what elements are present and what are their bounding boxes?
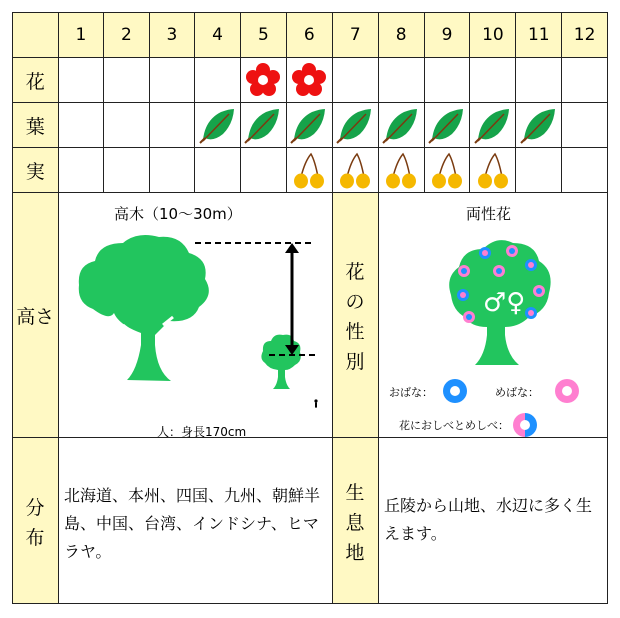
flower-month-8: [378, 58, 424, 103]
tall-tree-icon: [79, 235, 209, 381]
distribution-text: 北海道、本州、四国、九州、朝鮮半島、中国、台湾、インドシナ、ヒマラヤ。: [64, 486, 321, 561]
fruit-icon: [429, 151, 465, 189]
leaf-month-3: [149, 103, 195, 148]
leaf-icon: [290, 106, 328, 144]
flower-month-1: [58, 58, 104, 103]
sex-label-char-4: 別: [345, 351, 365, 373]
sex-title: 両性花: [466, 205, 512, 223]
leaf-month-7: [332, 103, 378, 148]
height-title: 高木（10〜30m）: [114, 205, 242, 223]
month-1: 1: [58, 13, 104, 58]
flower-icon: [292, 63, 326, 97]
fruit-month-2: [104, 148, 150, 193]
fruit-icon: [337, 151, 373, 189]
month-5: 5: [241, 13, 287, 58]
leaf-month-2: [104, 103, 150, 148]
height-caption: 人：身長170cm: [157, 425, 247, 439]
flower-month-2: [104, 58, 150, 103]
leaf-month-5: [241, 103, 287, 148]
leaf-icon: [382, 106, 420, 144]
distribution-label-char-1: 分: [25, 497, 45, 519]
height-arrow-top: [285, 243, 299, 253]
corner-cell: [13, 13, 59, 58]
plant-info-sheet: [12, 12, 608, 606]
sex-label: [333, 257, 377, 377]
flower-month-7: [332, 58, 378, 103]
sex-label-char-1: 花: [345, 261, 365, 283]
month-9: 9: [424, 13, 470, 58]
fruit-row: [13, 148, 608, 193]
distribution-label-char-2: 布: [25, 527, 45, 549]
leaf-icon: [428, 106, 466, 144]
month-12: 12: [562, 13, 608, 58]
fruit-month-6: [286, 148, 332, 193]
male-flower-icon: [443, 379, 467, 403]
bisexual-tree-illustration: [379, 195, 608, 439]
fruit-month-11: [516, 148, 562, 193]
female-flower-icon: [555, 379, 579, 403]
leaf-month-9: [424, 103, 470, 148]
leaf-month-1: [58, 103, 104, 148]
leaf-month-8: [378, 103, 424, 148]
fruit-month-7: [332, 148, 378, 193]
month-6: 6: [286, 13, 332, 58]
small-tree-icon: [261, 335, 300, 389]
leaf-row-label: 葉: [13, 103, 59, 148]
flower-month-11: [516, 58, 562, 103]
month-8: 8: [378, 13, 424, 58]
flower-month-4: [195, 58, 241, 103]
fruit-month-1: [58, 148, 104, 193]
height-label: 高さ: [16, 305, 55, 328]
distribution-label: [13, 493, 57, 553]
leaf-month-12: [562, 103, 608, 148]
habitat-label-char-1: 生: [345, 482, 365, 504]
sex-label-char-3: 性: [345, 321, 365, 343]
male-flower-label: おばな：: [389, 386, 433, 399]
fruit-month-9: [424, 148, 470, 193]
month-3: 3: [149, 13, 195, 58]
human-scale-icon: [314, 399, 317, 407]
habitat-label-char-3: 地: [345, 542, 365, 564]
flower-month-5: [241, 58, 287, 103]
bisexual-flower-label: 花におしべとめしべ：: [399, 419, 509, 432]
height-panel: [59, 195, 334, 439]
habitat-label-char-2: 息: [345, 512, 365, 534]
fruit-icon: [383, 151, 419, 189]
leaf-icon: [244, 106, 282, 144]
bisexual-flower-icon: [513, 413, 537, 437]
leaf-icon: [336, 106, 374, 144]
month-7: 7: [332, 13, 378, 58]
fruit-month-8: [378, 148, 424, 193]
female-flower-label: めばな：: [495, 386, 539, 399]
leaf-month-10: [470, 103, 516, 148]
flower-row: [13, 58, 608, 103]
month-2: 2: [104, 13, 150, 58]
flower-month-6: [286, 58, 332, 103]
fruit-month-10: [470, 148, 516, 193]
leaf-icon: [474, 106, 512, 144]
flower-row-label: 花: [13, 58, 59, 103]
flower-month-9: [424, 58, 470, 103]
height-label-cell: [13, 193, 59, 438]
fruit-row-label: 実: [13, 148, 59, 193]
fruit-month-3: [149, 148, 195, 193]
flower-icon: [246, 63, 280, 97]
sex-label-char-2: の: [345, 291, 365, 313]
leaf-month-6: [286, 103, 332, 148]
fruit-month-4: [195, 148, 241, 193]
flower-month-12: [562, 58, 608, 103]
leaf-month-11: [516, 103, 562, 148]
leaf-icon: [199, 106, 237, 144]
tree-height-illustration: [59, 195, 334, 439]
sex-panel: [379, 195, 608, 439]
habitat-text: 丘陵から山地、水辺に多く生えます。: [384, 496, 593, 543]
fruit-month-5: [241, 148, 287, 193]
flower-month-10: [470, 58, 516, 103]
fruit-icon: [291, 151, 327, 189]
month-11: 11: [516, 13, 562, 58]
fruit-icon: [475, 151, 511, 189]
flower-month-3: [149, 58, 195, 103]
leaf-row: [13, 103, 608, 148]
sex-symbols: ♂♀: [483, 288, 526, 318]
habitat-label: [333, 478, 377, 568]
flowering-tree-icon: [449, 240, 550, 365]
month-header-row: [13, 13, 608, 58]
fruit-month-12: [562, 148, 608, 193]
month-10: 10: [470, 13, 516, 58]
leaf-icon: [520, 106, 558, 144]
month-4: 4: [195, 13, 241, 58]
leaf-month-4: [195, 103, 241, 148]
